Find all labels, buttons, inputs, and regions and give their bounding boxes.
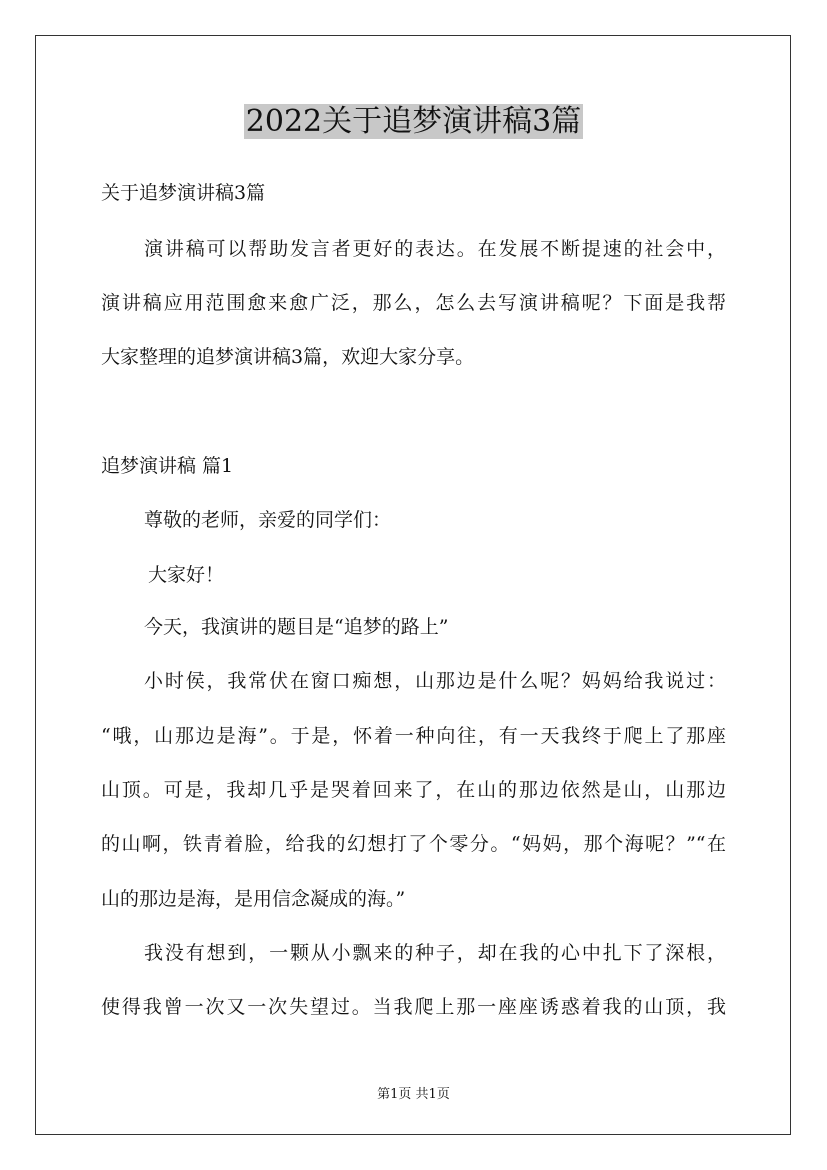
body-line-8: 山的那边是海，是用信念凝成的海。” bbox=[101, 888, 406, 910]
intro-line-1: 演讲稿可以帮助发言者更好的表达。在发展不断提速的社会中， bbox=[144, 238, 726, 260]
document-title: 2022关于追梦演讲稿3篇 bbox=[245, 104, 582, 139]
page-number: 第1页 共1页 bbox=[377, 1087, 450, 1102]
intro-line-2: 演讲稿应用范围愈来愈广泛，那么，怎么去写演讲稿呢？下面是我帮 bbox=[101, 292, 726, 314]
document-title-wrap bbox=[0, 100, 827, 144]
body-line-9: 我没有想到，一颗从小飘来的种子，却在我的心中扎下了深根， bbox=[144, 942, 726, 964]
section-heading: 追梦演讲稿 篇1 bbox=[101, 455, 234, 477]
intro-line-3: 大家整理的追梦演讲稿3篇，欢迎大家分享。 bbox=[101, 346, 475, 368]
body-line-3: 今天，我演讲的题目是“追梦的路上” bbox=[144, 616, 449, 638]
body-line-1: 尊敬的老师，亲爱的同学们： bbox=[144, 509, 392, 531]
body-line-5: “哦，山那边是海”。于是，怀着一种向往，有一天我终于爬上了那座 bbox=[101, 725, 726, 747]
body-line-6: 山顶。可是，我却几乎是哭着回来了，在山的那边依然是山，山那边 bbox=[101, 779, 726, 801]
subtitle: 关于追梦演讲稿3篇 bbox=[101, 182, 266, 204]
body-line-4: 小时侯，我常伏在窗口痴想，山那边是什么呢？妈妈给我说过： bbox=[144, 670, 726, 692]
body-line-10: 使得我曾一次又一次失望过。当我爬上那一座座诱惑着我的山顶，我 bbox=[101, 996, 726, 1018]
body-line-2: 大家好！ bbox=[148, 564, 225, 586]
body-line-7: 的山啊，铁青着脸，给我的幻想打了个零分。“妈妈，那个海呢？”“在 bbox=[101, 833, 726, 855]
